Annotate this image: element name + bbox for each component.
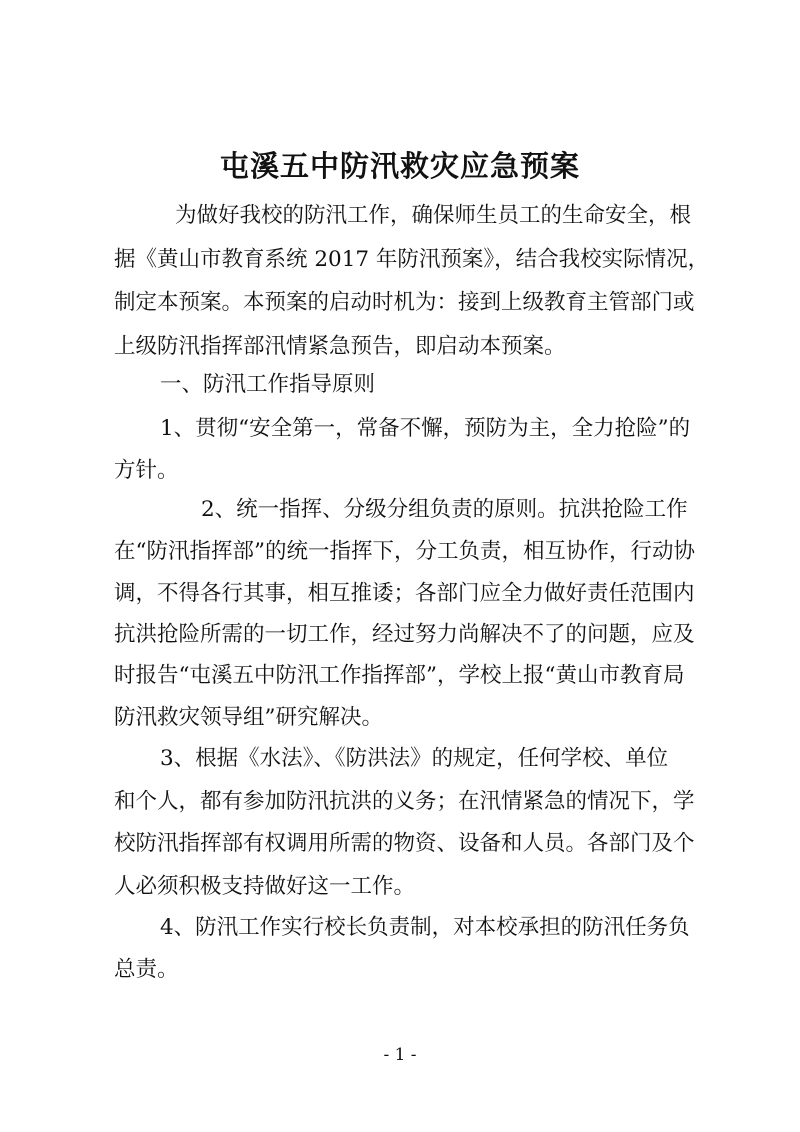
item-2-line-3: 调，不得各行其事，相互推诿；各部门应全力做好责任范围内 (114, 581, 695, 606)
item-3-line-2: 和个人，都有参加防汛抗洪的义务；在汛情紧急的情况下，学 (114, 789, 695, 814)
item-2-line-1: 2、统一指挥、分级分组负责的原则。抗洪抢险工作 (201, 497, 688, 522)
document-title: 屯溪五中防汛救灾应急预案 (219, 149, 580, 183)
item-4-line-1: 4、防汛工作实行校长负责制，对本校承担的防汛任务负 (160, 915, 690, 940)
item-2-line-4: 抗洪抢险所需的一切工作，经过努力尚解决不了的问题，应及 (114, 622, 695, 647)
item-3-line-1: 3、根据《水法》、《防洪法》的规定，任何学校、单位 (160, 746, 669, 771)
item-2-line-5: 时报告“屯溪五中防汛工作指挥部”，学校上报“黄山市教育局 (114, 663, 685, 688)
item-1-line-2: 方针。 (114, 458, 179, 483)
page-number: - 1 - (383, 1045, 417, 1065)
paragraph-intro-line-1: 为做好我校的防汛工作，确保师生员工的生命安全，根 (175, 203, 692, 228)
item-4-line-2: 总责。 (114, 957, 179, 982)
paragraph-intro-line-4: 上级防汛指挥部汛情紧急预告，即启动本预案。 (114, 334, 566, 359)
paragraph-intro-line-3: 制定本预案。本预案的启动时机为：接到上级教育主管部门或 (114, 290, 695, 315)
item-3-line-3: 校防汛指挥部有权调用所需的物资、设备和人员。各部门及个 (114, 831, 695, 856)
item-2-line-6: 防汛救灾领导组”研究解决。 (114, 705, 383, 730)
item-3-line-4: 人必须积极支持做好这一工作。 (114, 874, 416, 899)
section-heading-1: 一、防汛工作指导原则 (160, 372, 376, 397)
item-1-line-1: 1、贯彻“安全第一，常备不懈，预防为主，全力抢险”的 (160, 416, 691, 441)
paragraph-intro-line-2: 据《黄山市教育系统 2017 年防汛预案》，结合我校实际情况， (114, 247, 710, 272)
item-2-line-2: 在“防汛指挥部”的统一指挥下，分工负责，相互协作，行动协 (114, 539, 695, 564)
